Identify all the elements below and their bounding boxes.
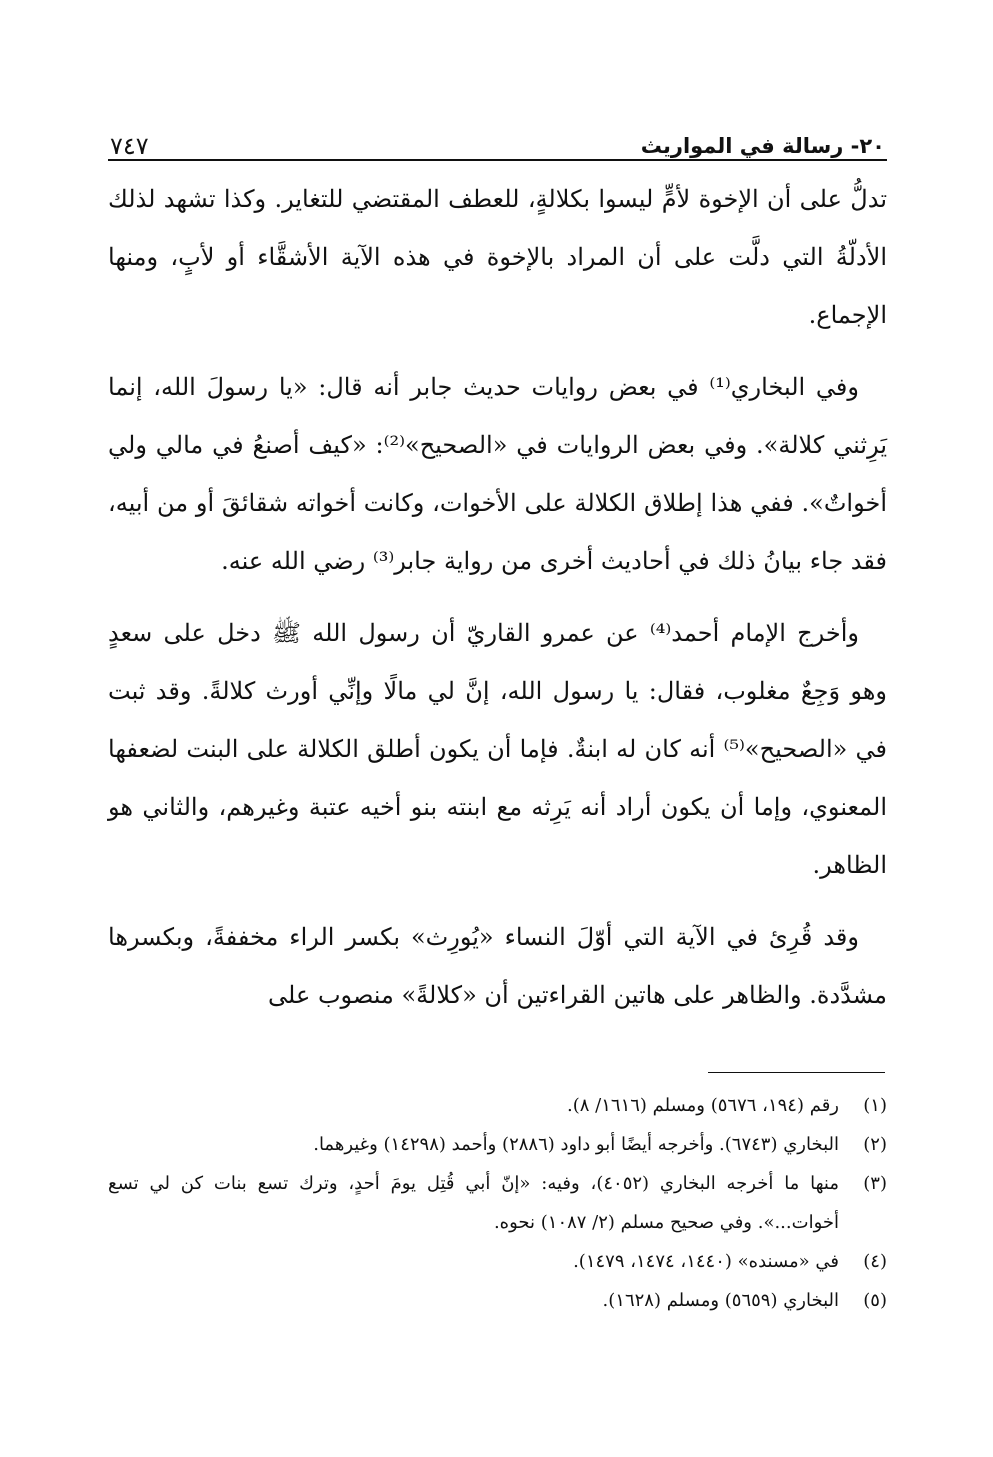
footnote-number: (١) (863, 1095, 887, 1116)
footnotes (108, 1086, 887, 1320)
footnote-text: رقم (١٩٤، ٥٦٧٦) ومسلم (١٦١٦/ ٨). (567, 1095, 839, 1116)
footnote-number: (٣) (863, 1173, 887, 1194)
paragraph: وفي البخاري⁽¹⁾ في بعض روايات حديث جابر أنه قال: «يا رسولَ الله، إنما يَرِثني كلالة». وفي بعض الروايات في «الصحيح»⁽²⁾: «كيف أصنعُ في مالي ولي أخواتٌ». ففي هذا إطلاق الكلالة على الأخوات، وكانت أخواته شقائقَ أو من أبيه، فقد جاء بيانُ ذلك في أحاديث أخرى من رواية جابر⁽³⁾ رضي الله عنه. (108, 373, 887, 575)
footnote-number: (٤) (863, 1251, 887, 1272)
footnote (108, 1164, 887, 1242)
paragraph: تدلُّ على أن الإخوة لأمٍّ ليسوا بكلالةٍ، للعطف المقتضي للتغاير. وكذا تشهد لذلك الأدلّةُ التي دلَّت على أن المراد بالإخوة في هذه الآية الأشقَّاء أو لأبٍ، ومنها الإجماع. (108, 185, 888, 329)
footnote (108, 1242, 887, 1281)
footnote-rule (708, 1072, 885, 1073)
chapter-title: ٢٠- رسالة في المواريث (640, 134, 885, 158)
footnote (108, 1125, 887, 1164)
footnote-text: منها ما أخرجه البخاري (٤٠٥٢)، وفيه: «إنّ أبي قُتِل يومَ أحدٍ، وترك تسع بنات كن لي تسع أخوات...». وفي صحيح مسلم (٢/ ١٠٨٧) نحوه. (108, 1173, 840, 1233)
footnote-text: البخاري (٥٦٥٩) ومسلم (١٦٢٨). (602, 1290, 839, 1311)
page-number: ٧٤٧ (110, 132, 149, 160)
paragraph: وقد قُرِئ في الآية التي أوّلَ النساء «يُورِث» بكسر الراء مخففةً، وبكسرها مشدَّدة. والظاهر على هاتين القراءتين أن «كلالةً» منصوب على (108, 923, 887, 1009)
footnote-number: (٥) (863, 1290, 887, 1311)
footnote-number: (٢) (863, 1134, 887, 1155)
footnote-text: في «مسنده» (١٤٤٠، ١٤٧٤، ١٤٧٩). (573, 1251, 839, 1272)
footnote (108, 1086, 887, 1125)
paragraph: وأخرج الإمام أحمد⁽⁴⁾ عن عمرو القاريّ أن رسول الله ﷺ دخل على سعدٍ وهو وَجِعٌ مغلوب، فقال: يا رسول الله، إنَّ لي مالًا وإنِّي أورث كلالةً. وقد ثبت في «الصحيح»⁽⁵⁾ أنه كان له ابنةٌ. فإما أن يكون أطلق الكلالة على البنت لضعفها المعنوي، وإما أن يكون أراد أنه يَرِثه مع ابنته بنو أخيه عتبة وغيرهم، والثاني هو الظاهر. (108, 619, 887, 879)
footnote (108, 1281, 887, 1320)
footnote-text: البخاري (٦٧٤٣). وأخرجه أيضًا أبو داود (٢٨٨٦) وأحمد (١٤٢٩٨) وغيرهما. (313, 1134, 839, 1155)
header-rule (108, 159, 887, 161)
running-head (110, 120, 885, 160)
main-text (108, 170, 887, 1038)
